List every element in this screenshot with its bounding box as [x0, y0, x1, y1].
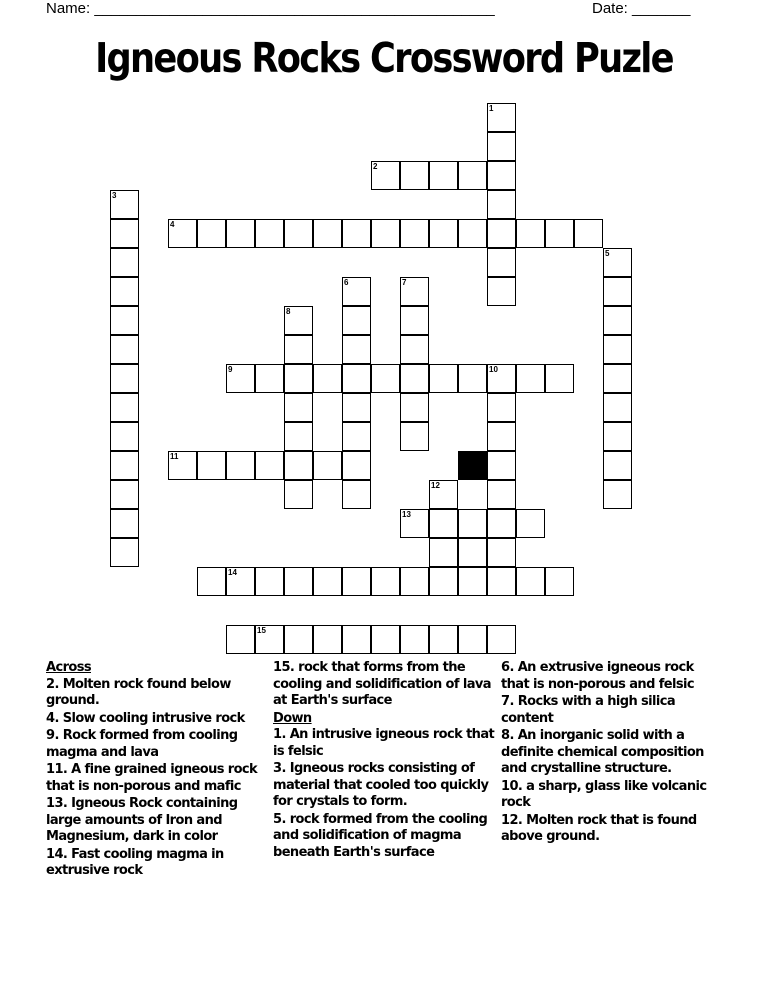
grid-cell[interactable]	[168, 219, 197, 248]
clue-number: 6	[344, 278, 349, 287]
clue-number: 12	[431, 481, 440, 490]
grid-cell[interactable]	[284, 393, 313, 422]
clue-item	[46, 711, 261, 728]
clue-item-text: An intrusive igneous rock that is felsic	[273, 727, 495, 759]
grid-cell[interactable]	[284, 422, 313, 451]
clue-item-number: 7.	[501, 694, 514, 709]
clue-number: 5	[605, 249, 610, 258]
clue-item-text: Igneous Rock containing large amounts of Iron and Magnesium, dark in color	[46, 796, 238, 844]
clue-item-number: 12.	[501, 812, 523, 828]
grid-cell[interactable]	[516, 364, 545, 393]
grid-cell[interactable]	[313, 625, 342, 654]
grid-cell[interactable]	[487, 248, 516, 277]
grid-cell[interactable]	[284, 625, 313, 654]
grid-cell[interactable]	[197, 567, 226, 596]
grid-cell[interactable]	[603, 364, 632, 393]
grid-cell[interactable]	[400, 219, 429, 248]
grid-cell[interactable]	[226, 451, 255, 480]
grid-cell[interactable]	[342, 277, 371, 306]
grid-cell[interactable]	[487, 393, 516, 422]
grid-cell[interactable]	[313, 364, 342, 393]
grid-cell[interactable]	[487, 451, 516, 480]
clue-item	[46, 796, 261, 846]
grid-cell[interactable]	[574, 219, 603, 248]
grid-cell[interactable]	[110, 480, 139, 509]
grid-cell[interactable]	[400, 161, 429, 190]
grid-cell[interactable]	[487, 422, 516, 451]
clue-item	[273, 660, 495, 710]
clues-column-2	[273, 660, 495, 862]
grid-cell[interactable]	[458, 625, 487, 654]
clue-item	[501, 728, 716, 778]
grid-cell[interactable]	[603, 393, 632, 422]
grid-cell[interactable]	[400, 364, 429, 393]
name-field[interactable]: Name: ________________________________________________	[46, 0, 495, 17]
grid-cell[interactable]	[284, 306, 313, 335]
clue-item-text: Molten rock found below ground.	[46, 676, 231, 708]
grid-cell[interactable]	[197, 219, 226, 248]
grid-cell[interactable]	[255, 567, 284, 596]
clue-number: 9	[228, 365, 233, 374]
page-title: Igneous Rocks Crossword Puzle	[95, 34, 673, 82]
grid-cell[interactable]	[429, 480, 458, 509]
grid-cell[interactable]	[342, 480, 371, 509]
grid-cell[interactable]	[284, 335, 313, 364]
grid-cell[interactable]	[110, 509, 139, 538]
clues-column-3	[501, 660, 716, 847]
clue-number: 8	[286, 307, 291, 316]
grid-cell[interactable]	[342, 306, 371, 335]
grid-cell[interactable]	[603, 451, 632, 480]
grid-cell[interactable]	[429, 509, 458, 538]
grid-cell[interactable]	[342, 567, 371, 596]
clue-item	[46, 728, 261, 761]
grid-cell[interactable]	[400, 625, 429, 654]
clue-item-number: 9.	[46, 728, 59, 743]
grid-cell[interactable]	[487, 509, 516, 538]
grid-cell[interactable]	[110, 248, 139, 277]
clue-number: 10	[489, 365, 498, 374]
grid-cell[interactable]	[110, 335, 139, 364]
grid-cell[interactable]	[284, 451, 313, 480]
clue-item-text: Fast cooling magma in extrusive rock	[46, 846, 224, 878]
grid-cell[interactable]	[458, 161, 487, 190]
grid-cell[interactable]	[487, 190, 516, 219]
grid-cell[interactable]	[516, 509, 545, 538]
grid-cell[interactable]	[255, 364, 284, 393]
grid-cell[interactable]	[487, 161, 516, 190]
grid-cell[interactable]	[603, 335, 632, 364]
black-cell	[458, 451, 487, 480]
clue-item-number: 6.	[501, 660, 514, 675]
clue-item	[46, 847, 261, 880]
clue-item	[46, 762, 261, 795]
clue-item-number: 2.	[46, 676, 59, 692]
grid-cell[interactable]	[197, 451, 226, 480]
grid-cell[interactable]	[284, 480, 313, 509]
clue-item-text: Rock formed from cooling magma and lava	[46, 728, 238, 760]
clue-item-text: A fine grained igneous rock that is non-porous and mafic	[46, 762, 258, 794]
down-heading: Down	[273, 710, 312, 726]
grid-cell[interactable]	[110, 451, 139, 480]
grid-cell[interactable]	[516, 219, 545, 248]
grid-cell[interactable]	[429, 219, 458, 248]
clue-item-text: Molten rock that is found above ground.	[501, 812, 697, 844]
grid-cell[interactable]	[168, 451, 197, 480]
grid-cell[interactable]	[487, 480, 516, 509]
clue-item-number: 13.	[46, 796, 68, 811]
grid-cell[interactable]	[371, 219, 400, 248]
grid-cell[interactable]	[603, 248, 632, 277]
clue-number: 15	[257, 626, 266, 635]
grid-cell[interactable]	[110, 306, 139, 335]
clue-item	[501, 694, 716, 727]
clues-column-1	[46, 660, 261, 881]
grid-cell[interactable]	[255, 451, 284, 480]
grid-cell[interactable]	[313, 219, 342, 248]
clue-item	[273, 761, 495, 811]
clue-item-text: rock formed from the cooling and solidification of magma beneath Earth's surface	[273, 811, 488, 860]
grid-cell[interactable]	[110, 190, 139, 219]
clue-number: 3	[112, 191, 117, 200]
grid-cell[interactable]	[284, 364, 313, 393]
grid-cell[interactable]	[371, 567, 400, 596]
grid-cell[interactable]	[516, 567, 545, 596]
grid-cell[interactable]	[400, 422, 429, 451]
clue-item	[46, 677, 261, 710]
grid-cell[interactable]	[342, 422, 371, 451]
grid-cell[interactable]	[603, 480, 632, 509]
across-heading: Across	[46, 660, 91, 675]
down-clue-list	[273, 727, 495, 861]
grid-cell[interactable]	[603, 277, 632, 306]
clue-number: 13	[402, 510, 411, 519]
grid-cell[interactable]	[487, 132, 516, 161]
grid-cell[interactable]	[342, 335, 371, 364]
grid-cell[interactable]	[110, 393, 139, 422]
down-clue-list-continued	[501, 660, 716, 846]
clue-item-number: 3.	[273, 761, 286, 776]
grid-cell[interactable]	[603, 422, 632, 451]
grid-cell[interactable]	[487, 277, 516, 306]
grid-cell[interactable]	[313, 451, 342, 480]
clue-item-text: Slow cooling intrusive rock	[58, 710, 245, 726]
clue-item-number: 5.	[273, 811, 286, 827]
grid-cell[interactable]	[371, 161, 400, 190]
across-clue-list-continued	[273, 660, 495, 710]
grid-cell[interactable]	[400, 509, 429, 538]
clue-item-text: Igneous rocks consisting of material that cooled too quickly for crystals to form.	[273, 761, 489, 809]
clue-item-number: 11.	[46, 762, 68, 777]
clue-number: 2	[373, 162, 378, 171]
grid-cell[interactable]	[284, 567, 313, 596]
grid-cell[interactable]	[487, 625, 516, 654]
grid-cell[interactable]	[400, 393, 429, 422]
clue-item	[501, 779, 716, 812]
grid-cell[interactable]	[371, 364, 400, 393]
grid-cell[interactable]	[110, 364, 139, 393]
across-clue-list	[46, 677, 261, 880]
clue-item-number: 15.	[273, 660, 295, 675]
grid-cell[interactable]	[487, 567, 516, 596]
clue-item-number: 1.	[273, 727, 286, 742]
clue-number: 1	[489, 104, 494, 113]
clue-item-number: 8.	[501, 728, 514, 743]
clue-item-number: 4.	[46, 710, 59, 726]
grid-cell[interactable]	[458, 538, 487, 567]
grid-cell[interactable]	[110, 538, 139, 567]
grid-cell[interactable]	[458, 567, 487, 596]
clue-item-text: rock that forms from the cooling and solidification of lava at Earth's surface	[273, 660, 491, 708]
grid-cell[interactable]	[458, 509, 487, 538]
grid-cell[interactable]	[545, 364, 574, 393]
grid-cell[interactable]	[458, 219, 487, 248]
clue-number: 7	[402, 278, 407, 287]
grid-cell[interactable]	[603, 306, 632, 335]
grid-cell[interactable]	[226, 364, 255, 393]
grid-cell[interactable]	[255, 625, 284, 654]
clue-item	[501, 813, 716, 846]
grid-cell[interactable]	[545, 219, 574, 248]
grid-cell[interactable]	[429, 161, 458, 190]
clue-item-number: 10.	[501, 778, 523, 794]
grid-cell[interactable]	[487, 103, 516, 132]
grid-cell[interactable]	[110, 422, 139, 451]
grid-cell[interactable]	[342, 364, 371, 393]
date-field[interactable]: Date: _______	[592, 0, 691, 17]
grid-cell[interactable]	[487, 219, 516, 248]
grid-cell[interactable]	[400, 277, 429, 306]
clue-item	[273, 812, 495, 862]
grid-cell[interactable]	[429, 625, 458, 654]
grid-cell[interactable]	[313, 567, 342, 596]
grid-cell[interactable]	[487, 364, 516, 393]
grid-cell[interactable]	[545, 567, 574, 596]
grid-cell[interactable]	[226, 219, 255, 248]
clue-item	[501, 660, 716, 693]
grid-cell[interactable]	[226, 567, 255, 596]
grid-cell[interactable]	[342, 219, 371, 248]
grid-cell[interactable]	[342, 625, 371, 654]
grid-cell[interactable]	[226, 625, 255, 654]
clue-item	[273, 727, 495, 760]
grid-cell[interactable]	[342, 451, 371, 480]
grid-cell[interactable]	[429, 567, 458, 596]
grid-cell[interactable]	[429, 364, 458, 393]
clue-number: 11	[170, 452, 179, 461]
clue-number: 14	[228, 568, 237, 577]
clue-item-text: An extrusive igneous rock that is non-porous and felsic	[501, 660, 694, 692]
clue-item-text: An inorganic solid with a definite chemical composition and crystalline structure.	[501, 728, 704, 776]
grid-cell[interactable]	[284, 219, 313, 248]
grid-cell[interactable]	[371, 625, 400, 654]
grid-cell[interactable]	[487, 538, 516, 567]
grid-cell[interactable]	[110, 277, 139, 306]
grid-cell[interactable]	[342, 393, 371, 422]
grid-cell[interactable]	[400, 306, 429, 335]
clue-item-number: 14.	[46, 846, 68, 862]
grid-cell[interactable]	[429, 538, 458, 567]
grid-cell[interactable]	[400, 335, 429, 364]
grid-cell[interactable]	[400, 567, 429, 596]
grid-cell[interactable]	[110, 219, 139, 248]
grid-cell[interactable]	[458, 364, 487, 393]
clue-number: 4	[170, 220, 175, 229]
clue-item-text: a sharp, glass like volcanic rock	[501, 778, 707, 810]
grid-cell[interactable]	[255, 219, 284, 248]
clue-item-text: Rocks with a high silica content	[501, 694, 676, 726]
